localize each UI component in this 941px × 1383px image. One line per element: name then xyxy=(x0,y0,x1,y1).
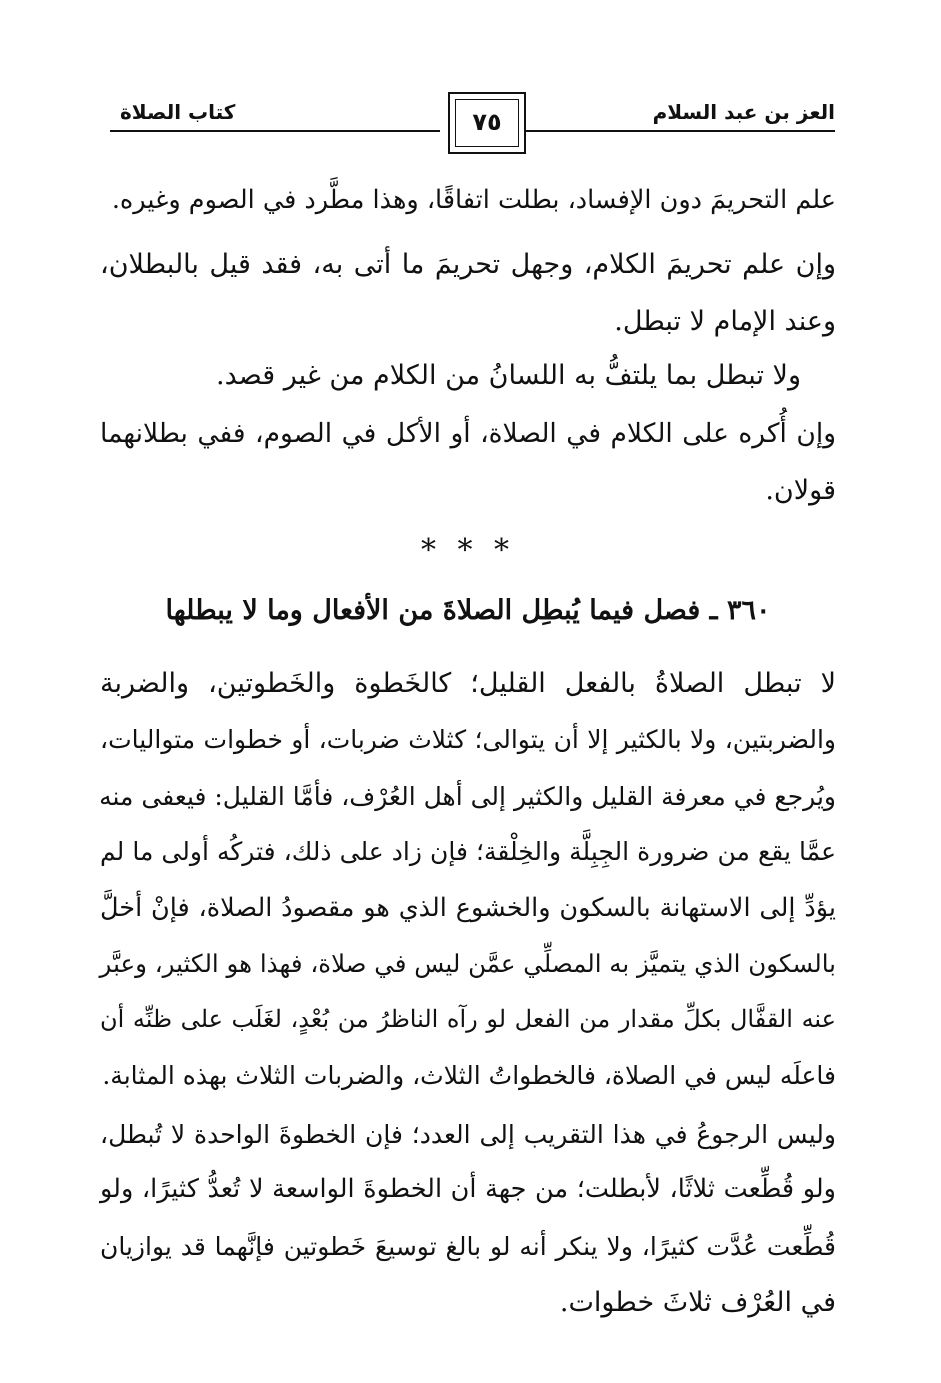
page-number: ٧٥ xyxy=(472,108,502,136)
page-header xyxy=(110,92,835,162)
text-line: فاعلَه ليس في الصلاة، فالخطواتُ الثلاث، والضربات الثلاث بهذه المثابة. xyxy=(102,1061,836,1090)
section-separator: * * * xyxy=(420,533,516,568)
text-line: وليس الرجوعُ في هذا التقريب إلى العدد؛ فإن الخطوةَ الواحدة لا تُبطل، xyxy=(100,1120,836,1149)
text-line: قولان. xyxy=(765,475,836,506)
running-head-author: العز بن عبد السلام xyxy=(652,100,835,124)
text-line: عنه القفَّال بكلِّ مقدار من الفعل لو رآه الناظرُ من بُعْدٍ، لغَلَب على ظنِّه أن xyxy=(100,1005,836,1033)
running-head-book-title: كتاب الصلاة xyxy=(120,100,236,124)
section-heading: ٣٦٠ ـ فصل فيما يُبطِل الصلاةَ من الأفعال وما لا يبطلها xyxy=(165,595,771,626)
text-line: قُطِّعت عُدَّت كثيرًا، ولا ينكر أنه لو بالغ توسيعَ خَطوتين فإنَّهما قد يوازيان xyxy=(100,1232,836,1261)
header-rule-left xyxy=(110,130,440,132)
text-line: ولو قُطِّعت ثلاثًا، لأبطلت؛ من جهة أن الخطوةَ الواسعة لا تُعدُّ كثيرًا، ولو xyxy=(100,1174,836,1204)
text-line: والضربتين، ولا بالكثير إلا أن يتوالى؛ كثلاث ضربات، أو خطوات متواليات، xyxy=(100,725,836,754)
text-line: وإن أُكره على الكلام في الصلاة، أو الأكل في الصوم، ففي بطلانهما xyxy=(100,418,836,449)
page-number-frame xyxy=(448,92,526,154)
text-line: بالسكون الذي يتميَّز به المصلِّي عمَّن ليس في صلاة، فهذا هو الكثير، وعبَّر xyxy=(99,949,836,978)
text-line: عمَّا يقع من ضرورة الجِبِلَّة والخِلْقة؛ فإن زاد على ذلك، فتركُه أولى ما لم xyxy=(100,837,836,866)
text-line: وعند الإمام لا تبطل. xyxy=(614,306,836,337)
text-line: علم التحريمَ دون الإفساد، بطلت اتفاقًا، وهذا مطَّرد في الصوم وغيره. xyxy=(111,185,836,215)
text-line: ويُرجع في معرفة القليل والكثير إلى أهل العُرْف، فأمَّا القليل: فيعفى منه xyxy=(99,782,836,811)
text-line: يؤدِّ إلى الاستهانة بالسكون والخشوع الذي هو مقصودُ الصلاة، فإنْ أخلَّ xyxy=(100,893,836,923)
text-line: ولا تبطل بما يلتفُّ به اللسانُ من الكلام من غير قصد. xyxy=(216,360,801,391)
text-line: لا تبطل الصلاةُ بالفعل القليل؛ كالخَطوة والخَطوتين، والضربة xyxy=(100,668,836,699)
header-rule-right xyxy=(525,130,835,132)
text-line: وإن علم تحريمَ الكلام، وجهل تحريمَ ما أتى به، فقد قيل بالبطلان، xyxy=(100,249,836,280)
text-line: في العُرْف ثلاثَ خطوات. xyxy=(559,1287,836,1318)
